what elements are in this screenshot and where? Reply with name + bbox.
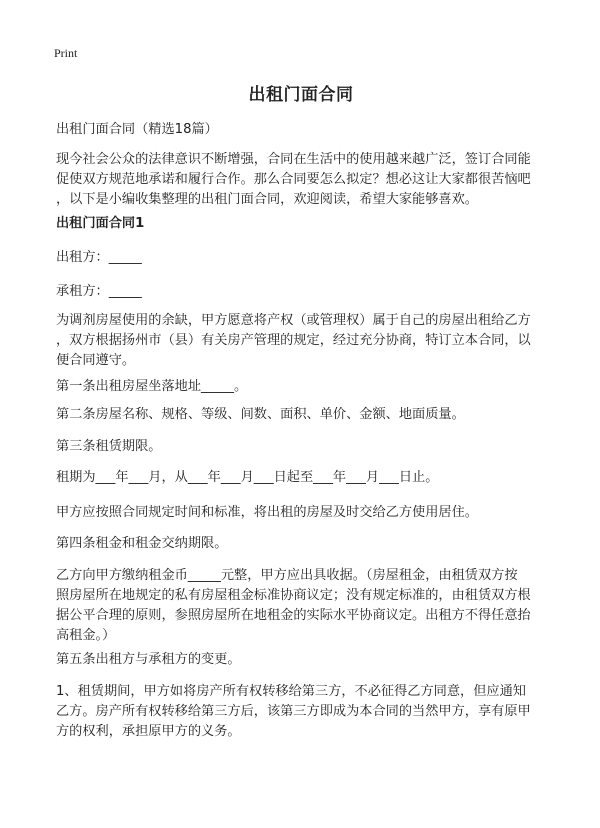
rent-paragraph (56, 566, 546, 646)
rent-line: 乙方向甲方缴纳租金币_____元整，甲方应出具收据。（房屋租金，由租赁双方按 (56, 568, 518, 583)
term-line: 租期为___年___月，从___年___月___日起至___年___月___日止。 (56, 470, 439, 485)
page-title: 出租门面合同 (248, 85, 354, 105)
clause-1-line: 方的权利，承担原甲方的义务。 (56, 724, 241, 739)
intro-line: ，以下是小编收集整理的出租门面合同，欢迎阅读，希望大家能够喜欢。 (56, 192, 478, 207)
lessor-line: 出租方：_____ (56, 250, 142, 265)
article-1: 第一条出租房屋坐落地址_____。 (56, 379, 248, 394)
intro-line: 现今社会公众的法律意识不断增强，合同在生活中的使用越来越广泛，签订合同能 (56, 152, 531, 167)
section-heading: 出租门面合同1 (56, 216, 145, 231)
clause-1-line: 乙方。房产所有权转移给第三方后，该第三方即成为本合同的当然甲方，享有原甲 (56, 704, 531, 719)
clause-1-line: 1、租赁期间，甲方如将房产所有权转移给第三方，不必征得乙方同意，但应通知 (56, 684, 526, 699)
article-4: 第四条租金和租金交纳期限。 (56, 536, 228, 551)
lessee-line: 承租方：_____ (56, 284, 142, 299)
article-3: 第三条租赁期限。 (56, 439, 162, 454)
purpose-line: 为调剂房屋使用的余缺，甲方愿意将产权（或管理权）属于自己的房屋出租给乙方 (56, 313, 531, 328)
article-2: 第二条房屋名称、规格、等级、间数、面积、单价、金额、地面质量。 (56, 407, 465, 422)
clause-1-paragraph (56, 682, 546, 742)
intro-paragraph (56, 150, 546, 210)
delivery-line: 甲方应按照合同规定时间和标准，将出租的房屋及时交给乙方使用居住。 (56, 505, 478, 520)
document-subtitle: 出租门面合同（精选18篇） (56, 122, 218, 137)
purpose-line: ，双方根据扬州市（县）有关房产管理的规定，经过充分协商，特订立本合同，以 (56, 333, 531, 348)
article-5: 第五条出租方与承租方的变更。 (56, 652, 241, 667)
purpose-line: 便合同遵守。 (56, 353, 136, 368)
print-link[interactable]: Print (54, 46, 78, 60)
rent-line: 高租金。） (56, 628, 116, 643)
purpose-paragraph (56, 311, 546, 371)
intro-line: 促使双方规范地承诺和履行合作。那么合同要怎么拟定？想必这让大家都很苦恼吧 (56, 172, 531, 187)
rent-line: 照房屋所在地规定的私有房屋租金标准协商议定；没有规定标准的，由租赁双方根 (56, 588, 531, 603)
rent-line: 据公平合理的原则，参照房屋所在地租金的实际水平协商议定。出租方不得任意抬 (56, 608, 531, 623)
